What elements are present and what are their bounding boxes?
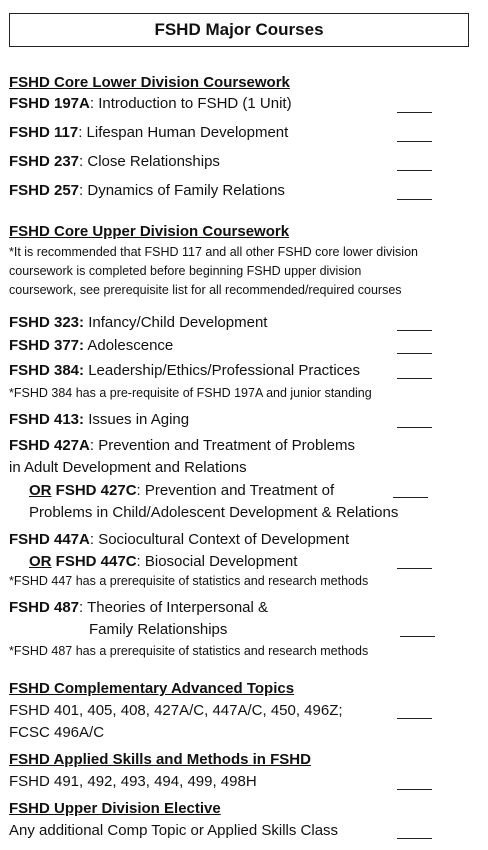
course-487-cont: Family Relationships xyxy=(89,621,228,638)
or-label: OR xyxy=(29,553,52,570)
checkbox-line[interactable] xyxy=(397,170,432,171)
course-384 xyxy=(9,361,360,381)
checkbox-line[interactable] xyxy=(397,112,432,113)
course-name: : Lifespan Human Development xyxy=(78,124,289,141)
lower-division-heading: FSHD Core Lower Division Coursework xyxy=(9,74,290,91)
course-427c xyxy=(29,481,334,501)
checkbox-line[interactable] xyxy=(397,838,432,839)
title-text: FSHD Major Courses xyxy=(154,20,324,39)
complementary-line: FSHD 401, 405, 408, 427A/C, 447A/C, 450, 496Z; xyxy=(9,702,343,719)
course-257 xyxy=(9,181,285,201)
note-447: *FSHD 447 has a prerequisite of statistics and research methods xyxy=(9,574,369,588)
course-487 xyxy=(9,598,268,618)
checkbox-line[interactable] xyxy=(397,141,432,142)
course-code: FSHD 427A xyxy=(9,437,90,454)
checkbox-line[interactable] xyxy=(397,330,432,331)
checkbox-line[interactable] xyxy=(397,199,432,200)
course-427a-cont: in Adult Development and Relations xyxy=(9,459,247,476)
checkbox-line[interactable] xyxy=(397,353,432,354)
course-name: : Prevention and Treatment of xyxy=(136,482,335,499)
checkbox-line[interactable] xyxy=(397,568,432,569)
course-447c xyxy=(29,552,297,572)
course-name: : Biosocial Development xyxy=(136,553,298,570)
complementary-line-2: FCSC 496A/C xyxy=(9,724,105,741)
checkbox-line[interactable] xyxy=(393,497,428,498)
note-384: *FSHD 384 has a pre-requisite of FSHD 197A and junior standing xyxy=(9,386,372,400)
elective-heading: FSHD Upper Division Elective xyxy=(9,800,221,817)
note-487: *FSHD 487 has a prerequisite of statistics and research methods xyxy=(9,644,369,658)
course-197a xyxy=(9,94,292,114)
checkbox-line[interactable] xyxy=(397,718,432,719)
checkbox-line[interactable] xyxy=(400,636,435,637)
course-code: FSHD 487 xyxy=(9,599,80,616)
checkbox-line[interactable] xyxy=(397,427,432,428)
upper-division-heading: FSHD Core Upper Division Coursework xyxy=(9,223,290,240)
applied-line: FSHD 491, 492, 493, 494, 499, 498H xyxy=(9,773,257,790)
course-code: FSHD 117 xyxy=(9,124,79,141)
checkbox-line[interactable] xyxy=(397,378,432,379)
complementary-heading: FSHD Complementary Advanced Topics xyxy=(9,680,295,697)
or-label: OR xyxy=(29,482,52,499)
course-name: Leadership/Ethics/Professional Practices xyxy=(84,362,361,379)
elective-line: Any additional Comp Topic or Applied Skills Class xyxy=(9,822,339,839)
course-427a xyxy=(9,436,355,456)
course-name: : Dynamics of Family Relations xyxy=(79,182,285,199)
course-447a xyxy=(9,530,349,550)
course-237 xyxy=(9,152,220,172)
course-name: Issues in Aging xyxy=(84,411,190,428)
course-name: Infancy/Child Development xyxy=(84,314,268,331)
upper-note-line: *It is recommended that FSHD 117 and all other FSHD core lower division xyxy=(9,245,418,259)
course-name: : Theories of Interpersonal & xyxy=(79,599,269,616)
course-name: : Sociocultural Context of Development xyxy=(89,531,350,548)
course-377 xyxy=(9,336,173,356)
course-117 xyxy=(9,123,288,143)
page-title xyxy=(9,13,469,47)
course-323 xyxy=(9,313,267,333)
course-code: FSHD 447C xyxy=(51,553,137,570)
course-code: FSHD 447A xyxy=(9,531,90,548)
course-name: : Introduction to FSHD (1 Unit) xyxy=(89,95,292,112)
course-name: Adolescence xyxy=(84,337,174,354)
upper-note-line: coursework is completed before beginning FSHD upper division xyxy=(9,264,362,278)
upper-note-line: coursework, see prerequisite list for all recommended/required courses xyxy=(9,283,402,297)
course-code: FSHD 384: xyxy=(9,362,85,379)
course-427c-cont: Problems in Child/Adolescent Development & Relations xyxy=(29,504,399,521)
course-name: : Close Relationships xyxy=(79,153,220,170)
course-code: FSHD 427C xyxy=(51,482,137,499)
course-name: : Prevention and Treatment of Problems xyxy=(89,437,355,454)
course-code: FSHD 413: xyxy=(9,411,85,428)
applied-heading: FSHD Applied Skills and Methods in FSHD xyxy=(9,751,311,768)
course-code: FSHD 377: xyxy=(9,337,85,354)
course-413 xyxy=(9,410,189,430)
checkbox-line[interactable] xyxy=(397,789,432,790)
course-code: FSHD 323: xyxy=(9,314,85,331)
course-code: FSHD 197A xyxy=(9,95,90,112)
course-code: FSHD 237 xyxy=(9,153,80,170)
course-code: FSHD 257 xyxy=(9,182,80,199)
